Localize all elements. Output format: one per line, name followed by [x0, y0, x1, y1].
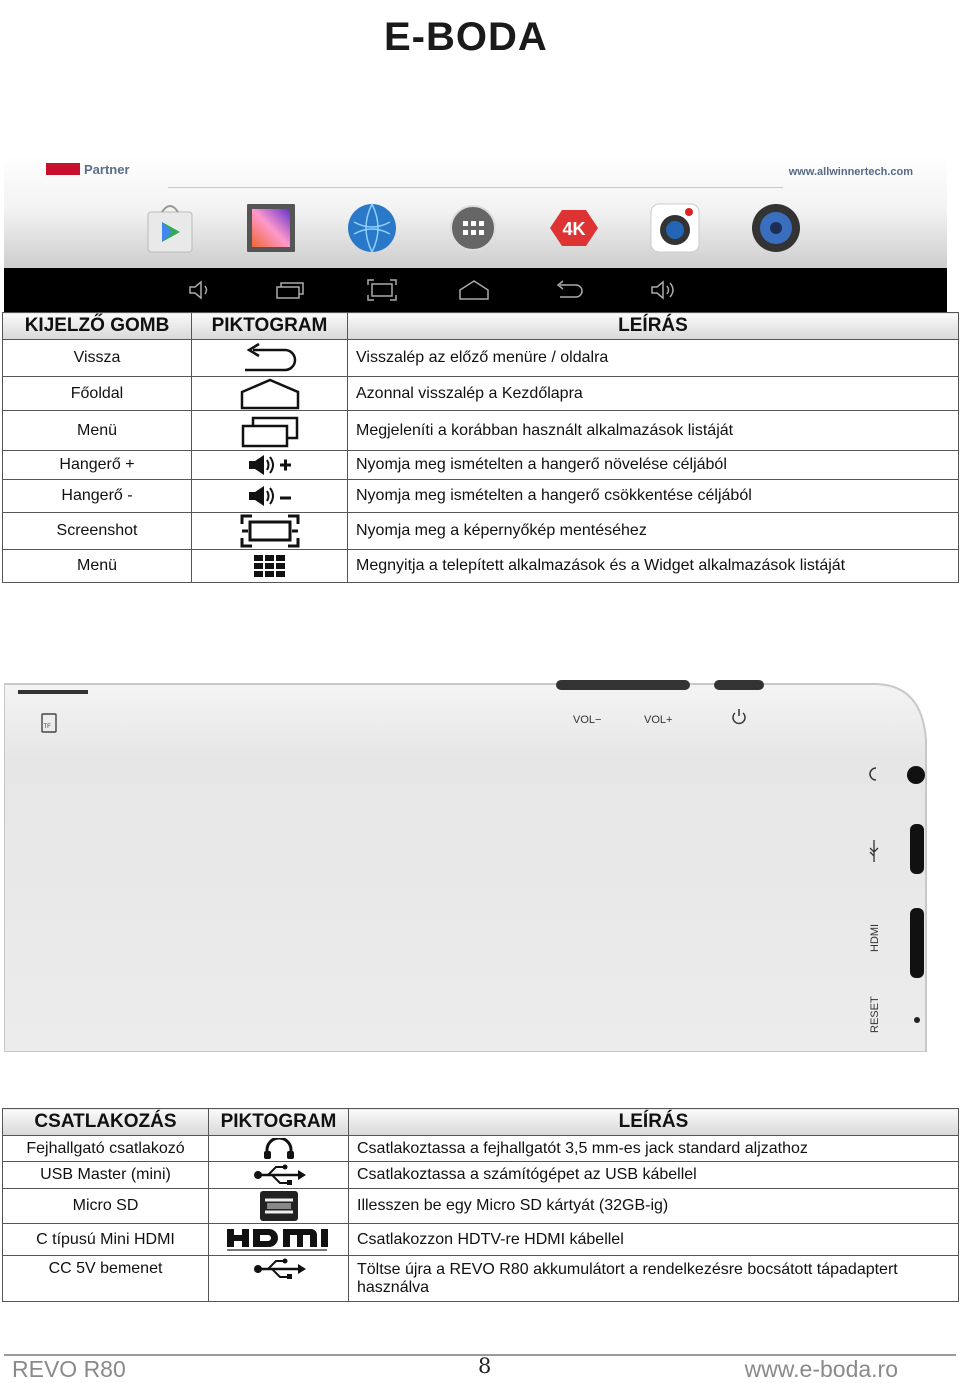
page-number: 8 — [478, 1354, 492, 1378]
row-desc: Csatlakoztassa a fejhallgatót 3,5 mm-es jack standard aljzathoz — [349, 1136, 959, 1162]
table-row — [3, 1136, 959, 1162]
row-name: Fejhallgató csatlakozó — [3, 1136, 209, 1162]
display-buttons-table — [2, 312, 959, 583]
row-desc: Nyomja meg ismételten a hangerő növelése céljából — [348, 451, 959, 480]
app-grid-icon — [253, 554, 287, 578]
row-name: Hangerő + — [3, 451, 192, 480]
browser-globe-icon — [346, 202, 398, 254]
play-store-icon — [144, 202, 196, 254]
microsd-logo-icon — [259, 1190, 299, 1222]
row-name: CC 5V bemenet — [3, 1256, 209, 1302]
tf-label: TF — [43, 724, 51, 730]
table-row — [3, 340, 959, 377]
footer-website: www.e-boda.ro — [744, 1356, 898, 1382]
eboda-logo — [384, 12, 584, 62]
volume-up-icon — [247, 454, 293, 476]
partner-text: Partner — [84, 162, 130, 177]
vol-plus-label: VOL+ — [644, 714, 673, 726]
row-name: C típusú Mini HDMI — [3, 1224, 209, 1256]
home-icon — [239, 378, 301, 410]
row-desc: Csatlakoztassa a számítógépet az USB kábellel — [349, 1162, 959, 1189]
nav-volume-up-icon — [646, 278, 678, 302]
table-row — [3, 377, 959, 411]
table-row — [3, 1162, 959, 1189]
logo-text: E-BODA — [384, 15, 548, 59]
headphone-jack — [907, 766, 925, 784]
screenshot-icon — [240, 514, 300, 548]
music-speaker-icon — [750, 202, 802, 254]
gallery-icon — [245, 202, 297, 254]
all-apps-icon — [447, 202, 499, 254]
app-dock — [144, 202, 851, 254]
usb-icon — [252, 1164, 306, 1186]
footer-model: REVO R80 — [12, 1356, 126, 1382]
row-desc: Nyomja meg ismételten a hangerő csökkentése céljából — [348, 480, 959, 513]
row-name: Screenshot — [3, 513, 192, 550]
android-navbar — [4, 268, 947, 312]
recent-apps-icon — [239, 414, 301, 448]
table-row — [3, 411, 959, 451]
header-pictogram: PIKTOGRAM — [192, 313, 348, 340]
table-row — [3, 480, 959, 513]
header-connection: CSATLAKOZÁS — [3, 1109, 209, 1136]
page-footer — [0, 1356, 960, 1382]
headphone-icon — [261, 1138, 297, 1160]
row-desc: Csatlakozzon HDTV-re HDMI kábellel — [349, 1224, 959, 1256]
volume-rocker — [556, 680, 690, 690]
row-name: Micro SD — [3, 1189, 209, 1224]
usb-icon — [252, 1258, 306, 1280]
back-arrow-icon — [239, 342, 301, 374]
allwinner-site: www.allwinnertech.com — [788, 166, 913, 178]
header-description: LEÍRÁS — [349, 1109, 959, 1136]
row-name: Menü — [3, 550, 192, 583]
header-display-button: KIJELZŐ GOMB — [3, 313, 192, 340]
row-name: Főoldal — [3, 377, 192, 411]
nav-recent-apps-icon — [274, 278, 306, 302]
table-row — [3, 1256, 959, 1302]
row-desc: Nyomja meg a képernyőkép mentéséhez — [348, 513, 959, 550]
nav-screenshot-icon — [366, 278, 398, 302]
table-row — [3, 1189, 959, 1224]
row-name: USB Master (mini) — [3, 1162, 209, 1189]
row-desc: Visszalép az előző menüre / oldalra — [348, 340, 959, 377]
nav-volume-down-icon — [184, 278, 216, 302]
power-key — [714, 680, 764, 690]
row-name: Vissza — [3, 340, 192, 377]
hdmi-port — [910, 908, 924, 978]
table-row — [3, 550, 959, 583]
header-description: LEÍRÁS — [348, 313, 959, 340]
nav-back-icon — [552, 278, 584, 302]
4k-player-icon — [548, 202, 600, 254]
row-desc: Töltse újra a REVO R80 akkumulátort a rendelkezésre bocsátott tápadaptert használva — [349, 1256, 959, 1302]
row-name: Menü — [3, 411, 192, 451]
table-row — [3, 513, 959, 550]
row-desc: Illesszen be egy Micro SD kártyát (32GB-ig) — [349, 1189, 959, 1224]
row-desc: Megnyitja a telepített alkalmazások és a Widget alkalmazások listáját — [348, 550, 959, 583]
reset-hole — [914, 1017, 920, 1023]
usb-port — [910, 824, 924, 874]
header-pictogram: PIKTOGRAM — [209, 1109, 349, 1136]
nav-home-icon — [458, 278, 490, 302]
table-row — [3, 1224, 959, 1256]
reset-label: RESET — [869, 996, 881, 1033]
speaker-slot — [18, 690, 88, 694]
vol-minus-label: VOL− — [573, 714, 602, 726]
table-header-row — [3, 313, 959, 340]
table-header-row — [3, 1109, 959, 1136]
partner-logo-icon — [46, 163, 80, 175]
hdmi-label: HDMI — [869, 923, 881, 952]
partner-label — [46, 162, 130, 177]
connections-table — [2, 1108, 959, 1302]
row-desc: Azonnal visszalép a Kezdőlapra — [348, 377, 959, 411]
table-row — [3, 451, 959, 480]
row-name: Hangerő - — [3, 480, 192, 513]
camera-icon — [649, 202, 701, 254]
screen-divider — [168, 187, 783, 188]
android-screen-illustration — [4, 156, 947, 312]
hdmi-logo-icon — [225, 1227, 333, 1253]
svg-text:4K: 4K — [562, 219, 586, 239]
volume-down-icon — [247, 485, 293, 507]
row-desc: Megjeleníti a korábban használt alkalmazások listáját — [348, 411, 959, 451]
tablet-side-illustration — [4, 680, 928, 1052]
